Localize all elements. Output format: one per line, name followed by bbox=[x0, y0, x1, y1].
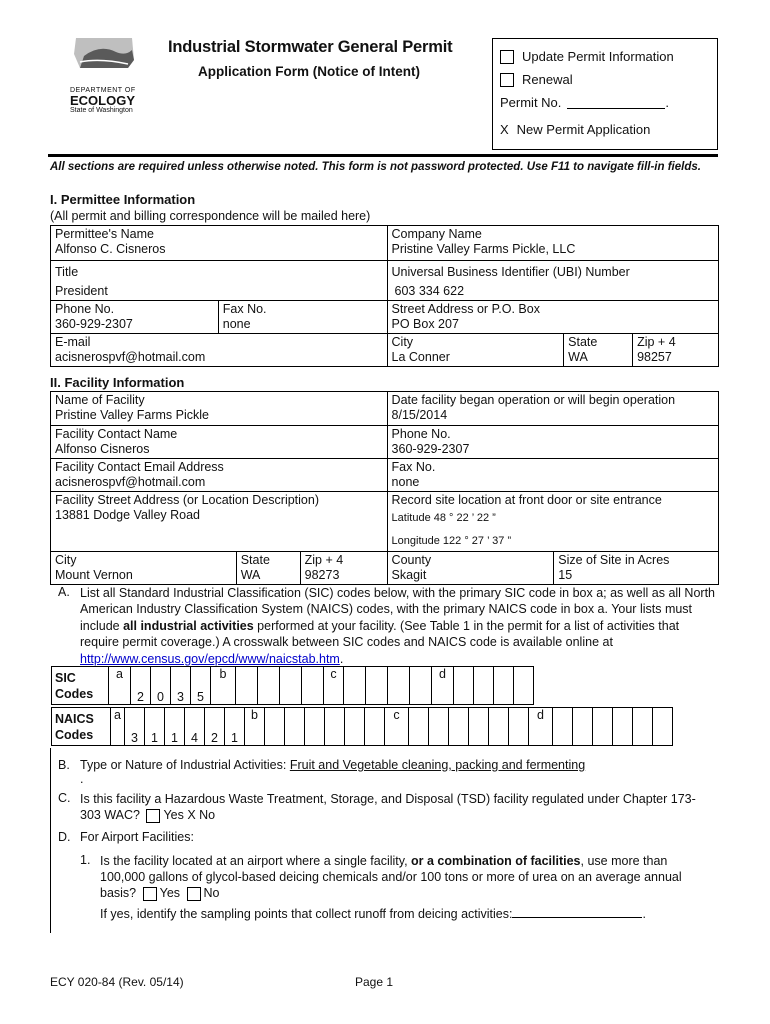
page-title: Industrial Stormwater General Permit bbox=[168, 38, 453, 56]
facility-state-label: State bbox=[240, 553, 270, 567]
naics-a-digit[interactable]: 1 bbox=[225, 708, 245, 746]
ubi-field[interactable]: 603 334 622 bbox=[394, 284, 465, 298]
item-b-label: Type or Nature of Industrial Activities: bbox=[80, 758, 290, 772]
naics-d-digit[interactable] bbox=[633, 708, 653, 746]
ecology-logo bbox=[70, 34, 140, 114]
contact-field[interactable]: Alfonso Cisneros bbox=[55, 442, 150, 456]
logo-ecology: ECOLOGY bbox=[70, 93, 136, 108]
logo-state: State of Washington bbox=[70, 107, 133, 114]
phone-label: Phone No. bbox=[55, 302, 115, 316]
facility-zip-field[interactable]: 98273 bbox=[304, 568, 340, 582]
naics-codes-table bbox=[51, 707, 673, 746]
naics-d-digit[interactable] bbox=[553, 708, 573, 746]
update-label: Update Permit Information bbox=[522, 49, 674, 64]
naics-b-digit[interactable] bbox=[285, 708, 305, 746]
item-c-letter: C. bbox=[58, 791, 71, 805]
item-a-letter: A. bbox=[58, 585, 70, 599]
date-field[interactable]: 8/15/2014 bbox=[391, 408, 448, 422]
naics-d-digit[interactable] bbox=[573, 708, 593, 746]
header-rule bbox=[48, 154, 718, 157]
sic-c-digit[interactable] bbox=[366, 667, 388, 705]
naics-c-digit[interactable] bbox=[469, 708, 489, 746]
airport-no-checkbox[interactable] bbox=[187, 887, 201, 901]
record-label: Record site location at front door or site entrance bbox=[391, 493, 662, 507]
facility-name-label: Name of Facility bbox=[55, 393, 145, 407]
tsd-answer[interactable]: Yes X No bbox=[163, 808, 216, 822]
state-label: State bbox=[568, 335, 598, 349]
facility-phone-label: Phone No. bbox=[391, 427, 451, 441]
sampling-points-label: If yes, identify the sampling points that collect runoff from deicing activities: bbox=[100, 907, 513, 921]
item-d-letter: D. bbox=[58, 830, 71, 844]
item-c bbox=[80, 791, 700, 823]
permittee-label: Permittee's Name bbox=[55, 227, 154, 241]
permit-no-label: Permit No. bbox=[500, 95, 562, 110]
section-2-heading: II. Facility Information bbox=[50, 375, 185, 390]
naics-b-digit[interactable] bbox=[345, 708, 365, 746]
longitude-field[interactable]: Longitude 122 ° 27 ’ 37 ” bbox=[391, 535, 512, 547]
naics-b-digit[interactable] bbox=[325, 708, 345, 746]
contact-label: Facility Contact Name bbox=[55, 427, 178, 441]
sic-c-digit[interactable] bbox=[388, 667, 410, 705]
facility-street-label: Facility Street Address (or Location Description) bbox=[55, 493, 319, 507]
naics-codes-label: Codes bbox=[55, 727, 94, 742]
naics-a-digit[interactable]: 3 bbox=[125, 708, 145, 746]
facility-email-field[interactable]: acisnerospvf@hotmail.com bbox=[55, 475, 206, 489]
title-field[interactable]: President bbox=[55, 284, 108, 298]
sic-c-label: c bbox=[330, 667, 337, 681]
tsd-checkbox[interactable] bbox=[146, 809, 160, 823]
naics-a-label: a bbox=[114, 708, 121, 722]
item-c-text: Is this facility a Hazardous Waste Treatment, Storage, and Disposal (TSD) facility regulated under Chapter 173-303 WAC? bbox=[80, 792, 696, 822]
naics-b-digit[interactable] bbox=[265, 708, 285, 746]
facility-zip-label: Zip + 4 bbox=[304, 553, 344, 567]
zip-field[interactable]: 98257 bbox=[637, 350, 672, 364]
naics-c-digit[interactable] bbox=[509, 708, 529, 746]
sic-a-label: a bbox=[116, 667, 123, 681]
title-label: Title bbox=[55, 265, 79, 279]
sic-d-digit[interactable] bbox=[494, 667, 514, 705]
naics-a-digit[interactable]: 1 bbox=[145, 708, 165, 746]
naics-label: NAICS bbox=[55, 711, 94, 726]
permittee-field[interactable]: Alfonso C. Cisneros bbox=[55, 242, 166, 256]
county-field[interactable]: Skagit bbox=[391, 568, 427, 582]
facility-email-label: Facility Contact Email Address bbox=[55, 460, 224, 474]
facility-state-field[interactable]: WA bbox=[240, 568, 261, 582]
sic-c-digit[interactable] bbox=[410, 667, 432, 705]
city-field[interactable]: La Conner bbox=[391, 350, 450, 364]
permit-no-field[interactable] bbox=[567, 97, 665, 109]
sic-b-digit[interactable] bbox=[236, 667, 258, 705]
naics-a-digit[interactable]: 4 bbox=[185, 708, 205, 746]
facility-city-field[interactable]: Mount Vernon bbox=[55, 568, 133, 582]
item-d1-number: 1. bbox=[80, 853, 91, 867]
size-label: Size of Site in Acres bbox=[558, 553, 670, 567]
street-field[interactable]: PO Box 207 bbox=[391, 317, 459, 331]
new-permit-mark[interactable]: X bbox=[500, 122, 509, 137]
renewal-label: Renewal bbox=[522, 72, 573, 87]
naics-c-digit[interactable] bbox=[489, 708, 509, 746]
sic-b-digit[interactable] bbox=[280, 667, 302, 705]
form-notice: All sections are required unless otherwise noted. This form is not password protected. Use F11 to navigate fill-in fields. bbox=[50, 161, 701, 173]
company-label: Company Name bbox=[391, 227, 482, 241]
sic-b-label: b bbox=[219, 667, 227, 681]
renewal-checkbox[interactable] bbox=[500, 73, 514, 87]
state-field[interactable]: WA bbox=[568, 350, 588, 364]
facility-table bbox=[50, 391, 719, 585]
naics-a-digit[interactable]: 2 bbox=[205, 708, 225, 746]
naics-c-digit[interactable] bbox=[409, 708, 429, 746]
update-checkbox[interactable] bbox=[500, 50, 514, 64]
item-b: Type or Nature of Industrial Activities: Fruit and Vegetable cleaning, packing and fermenting . bbox=[80, 758, 586, 786]
sic-d-digit[interactable] bbox=[514, 667, 534, 705]
ubi-label: Universal Business Identifier (UBI) Number bbox=[391, 265, 630, 279]
permittee-table bbox=[50, 225, 719, 367]
sic-a-digit[interactable]: 0 bbox=[151, 667, 171, 705]
naics-c-digit[interactable] bbox=[449, 708, 469, 746]
section-1-heading: I. Permittee Information bbox=[50, 192, 196, 207]
item-d1: Is the facility located at an airport where a single facility, or a combination of facilities, use more than 100,000 gallons of glycol-based deicing chemicals and/or 100 tons or more of urea on an average annual basis? Yes No bbox=[100, 854, 682, 900]
latitude-field[interactable]: Latitude 48 ° 22 ’ 22 ” bbox=[391, 512, 496, 524]
page-subtitle: Application Form (Notice of Intent) bbox=[198, 64, 420, 79]
facility-phone-field[interactable]: 360-929-2307 bbox=[391, 442, 470, 456]
street-label: Street Address or P.O. Box bbox=[391, 302, 540, 316]
sic-label: SIC bbox=[55, 670, 76, 685]
fax-label: Fax No. bbox=[222, 302, 267, 316]
left-border bbox=[50, 748, 51, 933]
sampling-points-field[interactable] bbox=[512, 906, 642, 918]
naics-b-label: b bbox=[251, 708, 258, 722]
section-1-note: (All permit and billing correspondence will be mailed here) bbox=[50, 209, 371, 223]
email-field[interactable]: acisnerospvf@hotmail.com bbox=[55, 350, 206, 364]
size-field[interactable]: 15 bbox=[558, 568, 573, 582]
airport-yes-checkbox[interactable] bbox=[143, 887, 157, 901]
naics-crosswalk-link[interactable]: http://www.census.gov/epcd/www/naicstab.htm bbox=[80, 651, 340, 666]
washington-map-icon bbox=[70, 34, 140, 80]
item-a-text: List all Standard Industrial Classification (SIC) codes below, with the primary SIC code in box a; as well as all North American Industry Classification System (NAICS) codes, with the primary NAICS code in box a. Your lists must include all industrial activities performed at your facility. (See Table 1 in the permit for a list of activities that require permit coverage.) A crosswalk between SIC codes and NAICS code is available online at http://www.census.gov/epcd/www/naicstab.htm. bbox=[80, 586, 716, 666]
date-label: Date facility began operation or will begin operation bbox=[391, 393, 676, 407]
page-number: Page 1 bbox=[355, 975, 394, 989]
naics-d-digit[interactable] bbox=[613, 708, 633, 746]
sic-d-digit[interactable] bbox=[474, 667, 494, 705]
email-label: E-mail bbox=[55, 335, 91, 349]
sic-codes-label: Codes bbox=[55, 686, 94, 701]
logo-dept: DEPARTMENT OF bbox=[70, 87, 136, 94]
sic-b-digit[interactable] bbox=[258, 667, 280, 705]
sic-a-digit[interactable]: 2 bbox=[131, 667, 151, 705]
new-permit-label: New Permit Application bbox=[516, 122, 651, 137]
sic-a-digit[interactable]: 3 bbox=[171, 667, 191, 705]
phone-field[interactable]: 360-929-2307 bbox=[55, 317, 133, 331]
sic-d-label: d bbox=[439, 667, 446, 681]
naics-d-label: d bbox=[537, 708, 544, 722]
sic-b-digit[interactable] bbox=[302, 667, 324, 705]
naics-c-label: c bbox=[393, 708, 400, 722]
sic-codes-table bbox=[51, 666, 534, 705]
form-number: ECY 020-84 (Rev. 05/14) bbox=[50, 975, 184, 989]
facility-fax-label: Fax No. bbox=[391, 460, 436, 474]
facility-name-field[interactable]: Pristine Valley Farms Pickle bbox=[55, 408, 209, 422]
county-label: County bbox=[391, 553, 432, 567]
sampling-points: If yes, identify the sampling points that collect runoff from deicing activities: . bbox=[100, 907, 646, 921]
permit-type-box: Update Permit Information Renewal Permit No. . X New Permit Application bbox=[492, 38, 718, 150]
facility-fax-field[interactable]: none bbox=[391, 475, 420, 489]
naics-d-digit[interactable] bbox=[593, 708, 613, 746]
item-d-text: For Airport Facilities: bbox=[80, 830, 194, 844]
sic-a-digit[interactable]: 5 bbox=[191, 667, 211, 705]
naics-b-digit[interactable] bbox=[365, 708, 385, 746]
naics-a-digit[interactable]: 1 bbox=[165, 708, 185, 746]
sic-c-digit[interactable] bbox=[344, 667, 366, 705]
naics-b-digit[interactable] bbox=[305, 708, 325, 746]
naics-c-digit[interactable] bbox=[429, 708, 449, 746]
zip-label: Zip + 4 bbox=[637, 335, 676, 349]
item-b-letter: B. bbox=[58, 758, 70, 772]
facility-street-field[interactable]: 13881 Dodge Valley Road bbox=[55, 508, 201, 522]
facility-city-label: City bbox=[55, 553, 77, 567]
naics-d-digit[interactable] bbox=[653, 708, 673, 746]
fax-field[interactable]: none bbox=[222, 317, 251, 331]
city-label: City bbox=[391, 335, 414, 349]
company-field[interactable]: Pristine Valley Farms Pickle, LLC bbox=[391, 242, 576, 256]
activities-field[interactable]: Fruit and Vegetable cleaning, packing and fermenting bbox=[289, 758, 586, 772]
sic-d-digit[interactable] bbox=[454, 667, 474, 705]
